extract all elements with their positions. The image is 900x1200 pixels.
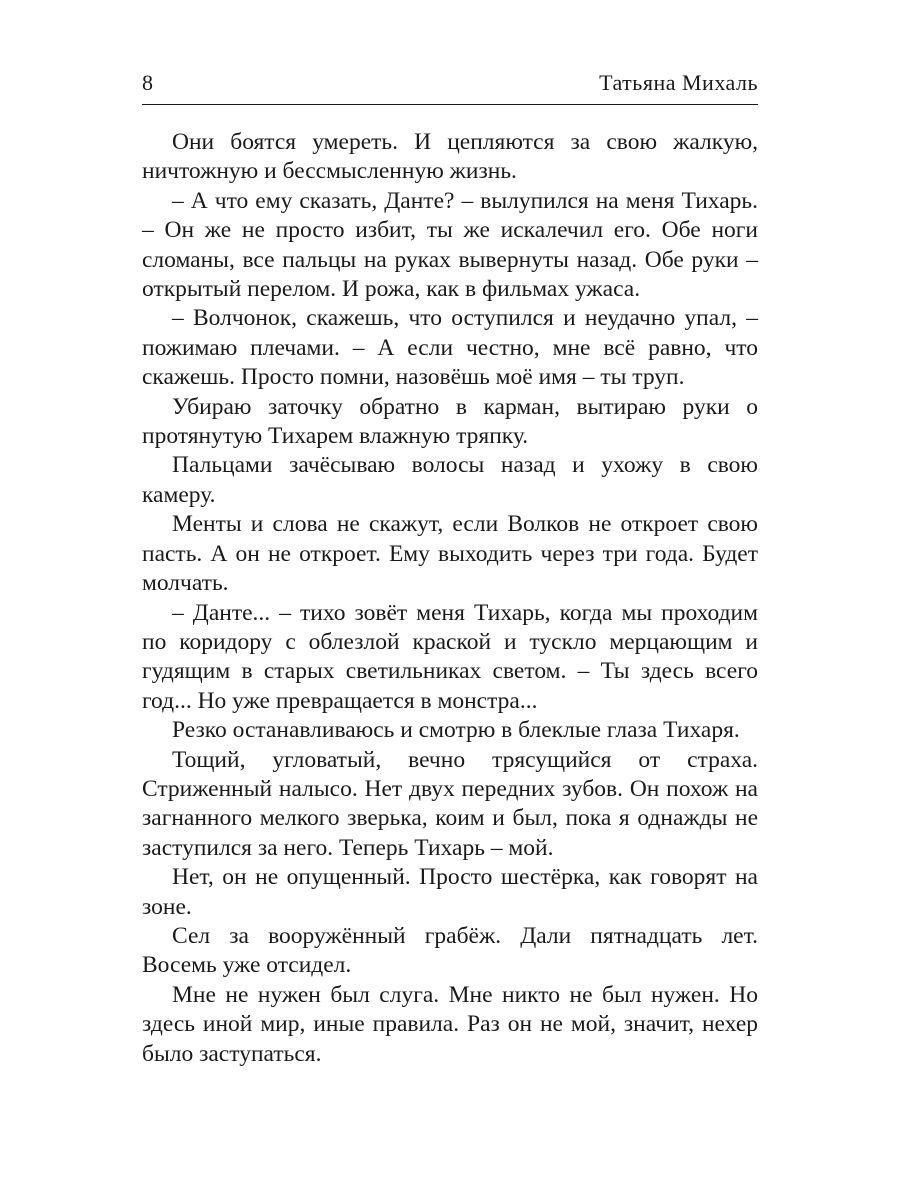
header-divider: [142, 104, 758, 105]
paragraph: Тощий, угловатый, вечно трясущийся от страха. Стриженный налысо. Нет двух передних зубов. Он похож на загнанного мелкого зверька, коим и был, пока я однажды не заступился за него. Теперь Тихарь – мой.: [142, 746, 758, 861]
paragraph: – Волчонок, скажешь, что оступился и неудачно упал, – пожимаю плечами. – А если честно, мне всё равно, что скажешь. Просто помни, назовёшь моё имя – ты труп.: [142, 305, 758, 391]
paragraph: Менты и слова не скажут, если Волков не откроет свою пасть. А он не откроет. Ему выходить через три года. Будет молчать.: [142, 511, 758, 597]
paragraph: Убираю заточку обратно в карман, вытираю руки о протянутую Тихарем влажную тряпку.: [142, 393, 758, 450]
author-name: Татьяна Михаль: [599, 70, 758, 95]
paragraph: Резко останавливаюсь и смотрю в блеклые глаза Тихаря.: [172, 717, 740, 744]
book-page: [142, 0, 758, 1200]
body-text: [142, 128, 758, 1069]
paragraph: Пальцами зачёсываю волосы назад и ухожу в свою камеру.: [142, 452, 758, 508]
paragraph: – А что ему сказать, Данте? – вылупился на меня Тихарь. – Он же не просто избит, ты же искалечил его. Обе ноги сломаны, все пальцы на руках вывернуты назад. Обе руки – открытый перелом. И рожа, как в фильмах ужаса.: [142, 187, 758, 303]
page-number: 8: [142, 70, 153, 95]
running-head: [142, 70, 758, 104]
paragraph: Мне не нужен был слуга. Мне никто не был нужен. Но здесь иной мир, иные правила. Раз он не мой, значит, нехер было заступаться.: [142, 981, 758, 1067]
paragraph: Они боятся умереть. И цепляются за свою жалкую, ничтожную и бессмысленную жизнь.: [142, 129, 758, 185]
paragraph: Сел за вооружённый грабёж. Дали пятнадцать лет. Восемь уже отсидел.: [142, 922, 758, 979]
paragraph: – Данте... – тихо зовёт меня Тихарь, когда мы проходим по коридору с облезлой краской и тускло мерцающим и гудящим в старых светильниках светом. – Ты здесь всего год... Но уже превращается в монстра...: [142, 599, 758, 714]
paragraph: Нет, он не опущенный. Просто шестёрка, как говорят на зоне.: [142, 864, 758, 920]
